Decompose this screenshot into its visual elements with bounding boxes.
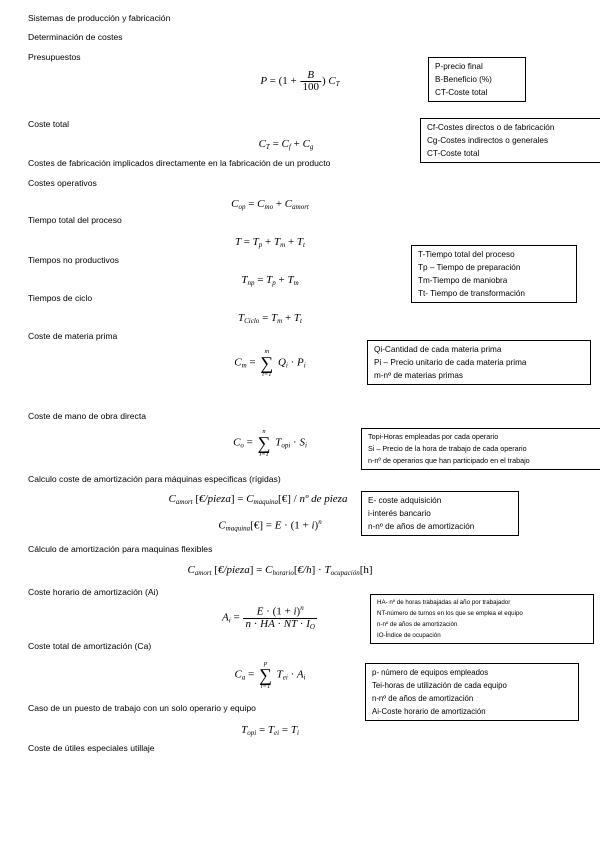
formula-puesto-trabajo: $T_{opi} = T_{ei} = T_i$ — [241, 724, 299, 737]
legend-presupuesto — [428, 57, 526, 102]
legend-line: CT-Coste total — [427, 149, 480, 158]
legend-line: Pi – Precio unitario de cada materia prima — [374, 358, 527, 367]
heading-amortizacion-flexibles: Cálculo de amortización para maquinas flexibles — [28, 544, 213, 554]
heading-coste-horario: Coste horario de amortización (Ai) — [28, 587, 159, 597]
formula-materia-prima: $C_m$ = m ∑ i=1 $Q_i \cdot P_i$ — [234, 348, 306, 378]
formula-tiempo-total: $T = T_p + T_m + T_t$ — [235, 236, 305, 249]
formula-maquina-coste: $C_{maquina}[€] = E \cdot (1 + i)^n$ — [218, 518, 322, 533]
legend-line: HA- nº de horas trabajadas al año por trabajador — [377, 599, 511, 606]
legend-amortizacion — [361, 491, 519, 536]
heading-coste-total: Coste total — [28, 119, 70, 129]
formula-coste-total-amortizacion: $C_a$ = p ∑ i=1 $T_{ei} \cdot A_i$ — [234, 660, 306, 690]
legend-coste-total-amortizacion — [365, 663, 579, 721]
formula-precio: P = (1 + $\frac{B}{100}$ ) $C_T$ — [260, 69, 340, 93]
legend-line: E- coste adquisición — [368, 496, 442, 505]
legend-line: Cf-Costes directos o de fabricación — [427, 123, 555, 132]
h-unit-text: [h] — [359, 564, 373, 576]
legend-coste-horario — [370, 594, 594, 644]
legend-coste-total — [420, 118, 600, 163]
formula-coste-total: $C_T = C_f + C_g$ — [258, 138, 314, 151]
legend-line: Tei-horas de utilización de cada equipo — [372, 681, 507, 690]
heading-tiempos-no-productivos: Tiempos no productivos — [28, 255, 119, 265]
formula-mano-obra: $C_o$ = n ∑ i=1 $T_{opi} \cdot S_i$ — [233, 428, 307, 458]
legend-line: n-nº de años de amortización — [368, 522, 475, 531]
legend-line: Topi-Horas empleadas por cada operario — [368, 432, 499, 441]
legend-line: B-Beneficio (%) — [435, 75, 492, 84]
heading-tiempo-total: Tiempo total del proceso — [28, 215, 122, 225]
formula-amortizacion-rigidas: $C_{amort}$ [€/pieza] = $C_{maquina}[€]$ / nº de pieza — [168, 493, 348, 506]
legend-line: n-nº de operarios que han participado en el trabajo — [368, 456, 530, 465]
legend-line: NT-número de turnos en los que se emplea el equipo — [377, 610, 523, 617]
legend-line: Qi-Cantidad de cada materia prima — [374, 345, 502, 354]
legend-tiempos — [411, 245, 577, 303]
heading-amortizacion-rigidas: Calculo coste de amortización para máquinas especificas (rígidas) — [28, 474, 281, 484]
legend-line: i-interés bancario — [368, 509, 431, 518]
heading-costes-operativos: Costes operativos — [28, 178, 97, 188]
euro-h-text: €/h — [297, 564, 312, 576]
formula-coste-horario: $A_i$ = $\frac{E \cdot (1 + i)^n}{n \cdot HA \cdot NT \cdot I_O}$ — [222, 604, 315, 631]
legend-line: P-precio final — [435, 62, 483, 71]
heading-puesto-trabajo: Caso de un puesto de trabajo con un solo operario y equipo — [28, 703, 256, 713]
formula-costes-operativos: $C_{op} = C_{mo} + C_{amort}$ — [231, 198, 309, 211]
legend-line: Ai-Coste horario de amortización — [372, 707, 486, 716]
heading-sistemas: Sistemas de producción y fabricación — [28, 13, 171, 23]
legend-materia-prima — [367, 340, 591, 385]
legend-line: p- número de equipos empleados — [372, 668, 489, 677]
legend-line: n-nº de años de amortización — [372, 694, 474, 703]
legend-line: IO-Índice de ocupación — [377, 632, 441, 639]
n-pieza-text: nº de pieza — [299, 493, 348, 505]
legend-line: T-Tiempo total del proceso — [418, 250, 515, 259]
heading-utiles-especiales: Coste de útiles especiales utillaje — [28, 743, 155, 753]
legend-line: Si – Precio de la hora de trabajo de cada operario — [368, 444, 527, 453]
legend-mano-obra — [361, 428, 600, 470]
heading-determinacion: Determinación de costes — [28, 32, 123, 42]
legend-line: n-nº de años de amortización — [377, 621, 458, 628]
hundred-text: 100 — [302, 81, 319, 93]
legend-line: CT-Coste total — [435, 88, 488, 97]
heading-coste-total-amortizacion: Coste total de amortización (Ca) — [28, 641, 152, 651]
heading-mano-obra: Coste de mano de obra directa — [28, 411, 146, 421]
legend-line: Cg-Costes indirectos o generales — [427, 136, 549, 145]
legend-line: m-nº de materias primas — [374, 371, 463, 380]
formula-amortizacion-flexibles: $C_{amort}$ [€/pieza] = $C_{horario}[€/h] \cdot T_{ocupación}[h]$ — [187, 564, 373, 577]
euro-pieza-text: €/pieza — [199, 493, 231, 505]
heading-presupuestos: Presupuestos — [28, 52, 81, 62]
euro-pieza-text-2: €/pieza — [217, 564, 250, 576]
legend-line: Tp – Tiempo de preparación — [418, 263, 521, 272]
formula-tiempos-no-productivos: $T_{np} = T_p + T_m$ — [241, 274, 299, 287]
heading-tiempos-ciclo: Tiempos de ciclo — [28, 293, 93, 303]
legend-line: Tm-Tiempo de maniobra — [418, 276, 508, 285]
formula-tiempos-ciclo: $T_{Ciclo} = T_m + T_t$ — [238, 312, 302, 325]
heading-costes-fabricacion: Costes de fabricación implicados directamente en la fabricación de un producto — [28, 158, 331, 168]
legend-line: Tt- Tiempo de transformación — [418, 289, 525, 298]
heading-materia-prima: Coste de materia prima — [28, 331, 118, 341]
